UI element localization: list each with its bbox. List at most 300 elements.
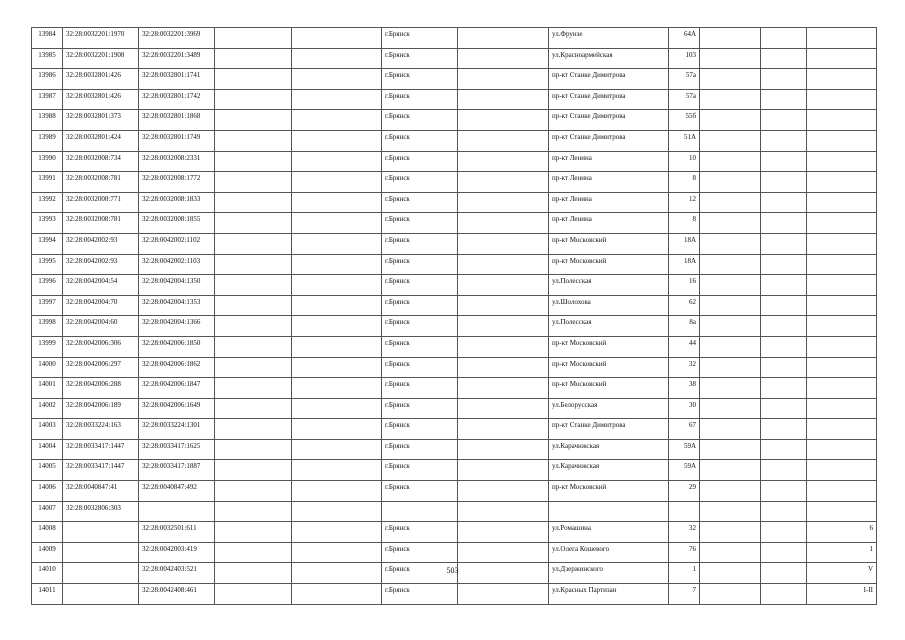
cell-apartment xyxy=(807,275,877,296)
cell-city: г.Брянск xyxy=(382,192,458,213)
cell-apartment xyxy=(807,254,877,275)
cell-empty-col-10 xyxy=(700,316,761,337)
cell-street: пр-кт Станке Димитрова xyxy=(549,419,669,440)
cell-empty-col-10 xyxy=(700,481,761,502)
cell-house-number: 30 xyxy=(669,398,700,419)
cell-parcel-number: 32:28:0042006:189 xyxy=(63,398,139,419)
cell-empty-col-11 xyxy=(761,357,807,378)
table-row xyxy=(32,275,877,296)
cell-empty-col-7 xyxy=(458,254,549,275)
cell-empty-col-4 xyxy=(215,172,292,193)
cell-object-number: 32:28:0042006:1862 xyxy=(139,357,215,378)
cell-object-number: 32:28:0032008:1855 xyxy=(139,213,215,234)
cell-parcel-number: 32:28:0032008:771 xyxy=(63,192,139,213)
cell-city: г.Брянск xyxy=(382,110,458,131)
cell-empty-col-7 xyxy=(458,419,549,440)
cell-apartment: V xyxy=(807,563,877,584)
cell-apartment xyxy=(807,233,877,254)
cell-house-number: 64А xyxy=(669,28,700,49)
cell-record-number: 13994 xyxy=(32,233,63,254)
cell-empty-col-7 xyxy=(458,398,549,419)
cell-street: ул.Ромашина xyxy=(549,522,669,543)
cell-object-number: 32:28:0042408:461 xyxy=(139,584,215,605)
cell-empty-col-5 xyxy=(292,316,382,337)
cell-record-number: 13993 xyxy=(32,213,63,234)
cell-empty-col-4 xyxy=(215,233,292,254)
cell-empty-col-4 xyxy=(215,542,292,563)
cell-street: ул.Полесская xyxy=(549,316,669,337)
cell-empty-col-10 xyxy=(700,151,761,172)
cell-house-number: 1 xyxy=(669,563,700,584)
cell-record-number: 13988 xyxy=(32,110,63,131)
cell-object-number: 32:28:0042002:1102 xyxy=(139,233,215,254)
cell-house-number: 55б xyxy=(669,110,700,131)
table-row xyxy=(32,233,877,254)
table-row xyxy=(32,28,877,49)
cell-empty-col-10 xyxy=(700,439,761,460)
cell-house-number: 51А xyxy=(669,130,700,151)
cell-object-number: 32:28:0042002:1103 xyxy=(139,254,215,275)
cell-empty-col-7 xyxy=(458,172,549,193)
cell-empty-col-4 xyxy=(215,336,292,357)
cell-parcel-number: 32:28:0032201:1970 xyxy=(63,28,139,49)
cell-parcel-number: 32:28:0033417:1447 xyxy=(63,460,139,481)
cell-empty-col-10 xyxy=(700,522,761,543)
cell-city: г.Брянск xyxy=(382,419,458,440)
cell-street: пр-кт Московский xyxy=(549,481,669,502)
cell-empty-col-4 xyxy=(215,481,292,502)
cell-house-number: 67 xyxy=(669,419,700,440)
cell-record-number: 13985 xyxy=(32,48,63,69)
cell-street: пр-кт Московский xyxy=(549,378,669,399)
table-row xyxy=(32,172,877,193)
cell-empty-col-5 xyxy=(292,48,382,69)
cell-record-number: 14010 xyxy=(32,563,63,584)
cell-empty-col-5 xyxy=(292,481,382,502)
cell-apartment xyxy=(807,172,877,193)
cell-empty-col-10 xyxy=(700,584,761,605)
cell-house-number: 8 xyxy=(669,172,700,193)
table-row xyxy=(32,501,877,522)
cell-parcel-number: 32:28:0042006:297 xyxy=(63,357,139,378)
cell-empty-col-5 xyxy=(292,419,382,440)
cell-empty-col-11 xyxy=(761,110,807,131)
table-row xyxy=(32,378,877,399)
cell-empty-col-7 xyxy=(458,481,549,502)
cell-record-number: 14002 xyxy=(32,398,63,419)
cell-empty-col-5 xyxy=(292,398,382,419)
cell-house-number: 38 xyxy=(669,378,700,399)
cell-street: пр-кт Московский xyxy=(549,254,669,275)
cell-empty-col-11 xyxy=(761,275,807,296)
cell-city: г.Брянск xyxy=(382,481,458,502)
table-row xyxy=(32,130,877,151)
cell-record-number: 13991 xyxy=(32,172,63,193)
cell-empty-col-7 xyxy=(458,542,549,563)
cell-apartment xyxy=(807,419,877,440)
cell-record-number: 13986 xyxy=(32,69,63,90)
table-row xyxy=(32,48,877,69)
table-row xyxy=(32,192,877,213)
cell-object-number: 32:28:0042006:1850 xyxy=(139,336,215,357)
cell-object-number: 32:28:0032801:1749 xyxy=(139,130,215,151)
cell-empty-col-4 xyxy=(215,316,292,337)
cell-record-number: 14009 xyxy=(32,542,63,563)
cell-empty-col-5 xyxy=(292,213,382,234)
cell-empty-col-4 xyxy=(215,192,292,213)
cell-house-number: 7 xyxy=(669,584,700,605)
cell-empty-col-4 xyxy=(215,357,292,378)
cell-empty-col-7 xyxy=(458,378,549,399)
cell-record-number: 14001 xyxy=(32,378,63,399)
table-row xyxy=(32,295,877,316)
cell-house-number: 32 xyxy=(669,357,700,378)
cell-empty-col-10 xyxy=(700,192,761,213)
cell-record-number: 13984 xyxy=(32,28,63,49)
cell-house-number: 57а xyxy=(669,69,700,90)
cell-object-number: 32:28:0032801:1868 xyxy=(139,110,215,131)
register-table-container xyxy=(31,27,876,605)
cell-city: г.Брянск xyxy=(382,48,458,69)
cell-city xyxy=(382,501,458,522)
cell-empty-col-11 xyxy=(761,254,807,275)
cell-empty-col-11 xyxy=(761,378,807,399)
table-row xyxy=(32,89,877,110)
cell-empty-col-7 xyxy=(458,69,549,90)
cell-record-number: 13989 xyxy=(32,130,63,151)
cell-object-number: 32:28:0033224:1301 xyxy=(139,419,215,440)
cell-empty-col-5 xyxy=(292,439,382,460)
cell-apartment xyxy=(807,48,877,69)
cell-empty-col-11 xyxy=(761,439,807,460)
cell-empty-col-5 xyxy=(292,110,382,131)
cell-empty-col-4 xyxy=(215,89,292,110)
cell-city: г.Брянск xyxy=(382,357,458,378)
cell-street: ул.Дзержинского xyxy=(549,563,669,584)
cell-empty-col-10 xyxy=(700,28,761,49)
cell-record-number: 13996 xyxy=(32,275,63,296)
cell-empty-col-10 xyxy=(700,295,761,316)
cell-empty-col-10 xyxy=(700,542,761,563)
cell-empty-col-4 xyxy=(215,110,292,131)
cell-empty-col-7 xyxy=(458,460,549,481)
cell-street: ул.Красноармейская xyxy=(549,48,669,69)
cell-empty-col-7 xyxy=(458,357,549,378)
cell-city: г.Брянск xyxy=(382,522,458,543)
cell-house-number: 8 xyxy=(669,213,700,234)
cell-object-number: 32:28:0032201:3489 xyxy=(139,48,215,69)
cell-record-number: 14000 xyxy=(32,357,63,378)
cell-empty-col-5 xyxy=(292,460,382,481)
table-row xyxy=(32,439,877,460)
cell-house-number: 32 xyxy=(669,522,700,543)
cell-empty-col-10 xyxy=(700,69,761,90)
cell-street: пр-кт Ленина xyxy=(549,213,669,234)
table-row xyxy=(32,316,877,337)
cell-empty-col-10 xyxy=(700,378,761,399)
cell-parcel-number: 32:28:0042002:93 xyxy=(63,233,139,254)
table-row xyxy=(32,336,877,357)
cell-record-number: 13990 xyxy=(32,151,63,172)
cell-empty-col-4 xyxy=(215,398,292,419)
cell-empty-col-10 xyxy=(700,398,761,419)
cell-city: г.Брянск xyxy=(382,275,458,296)
cell-empty-col-7 xyxy=(458,233,549,254)
cell-city: г.Брянск xyxy=(382,316,458,337)
cell-empty-col-4 xyxy=(215,501,292,522)
cell-empty-col-11 xyxy=(761,192,807,213)
cell-empty-col-11 xyxy=(761,48,807,69)
cell-parcel-number xyxy=(63,584,139,605)
cell-object-number: 32:28:0032801:1741 xyxy=(139,69,215,90)
cell-empty-col-10 xyxy=(700,357,761,378)
register-table xyxy=(31,27,877,605)
cell-empty-col-10 xyxy=(700,172,761,193)
cell-parcel-number: 32:28:0032801:426 xyxy=(63,69,139,90)
cell-apartment xyxy=(807,481,877,502)
cell-record-number: 14008 xyxy=(32,522,63,543)
cell-parcel-number: 32:28:0032008:781 xyxy=(63,213,139,234)
cell-record-number: 13995 xyxy=(32,254,63,275)
cell-apartment xyxy=(807,295,877,316)
cell-empty-col-7 xyxy=(458,584,549,605)
cell-house-number: 12 xyxy=(669,192,700,213)
table-row xyxy=(32,110,877,131)
cell-record-number: 14007 xyxy=(32,501,63,522)
cell-empty-col-11 xyxy=(761,336,807,357)
cell-empty-col-10 xyxy=(700,254,761,275)
cell-empty-col-10 xyxy=(700,89,761,110)
cell-street: пр-кт Московский xyxy=(549,357,669,378)
cell-empty-col-4 xyxy=(215,69,292,90)
cell-empty-col-5 xyxy=(292,89,382,110)
cell-empty-col-5 xyxy=(292,275,382,296)
cell-apartment xyxy=(807,439,877,460)
cell-object-number: 32:28:0033417:1625 xyxy=(139,439,215,460)
cell-city: г.Брянск xyxy=(382,563,458,584)
cell-object-number: 32:28:0042003:419 xyxy=(139,542,215,563)
cell-parcel-number: 32:28:0042004:54 xyxy=(63,275,139,296)
cell-empty-col-5 xyxy=(292,151,382,172)
cell-empty-col-5 xyxy=(292,357,382,378)
cell-empty-col-10 xyxy=(700,419,761,440)
cell-city: г.Брянск xyxy=(382,460,458,481)
cell-street: пр-кт Станке Димитрова xyxy=(549,130,669,151)
cell-object-number: 32:28:0042006:1847 xyxy=(139,378,215,399)
cell-empty-col-11 xyxy=(761,233,807,254)
cell-empty-col-11 xyxy=(761,151,807,172)
cell-object-number: 32:28:0032201:3969 xyxy=(139,28,215,49)
cell-object-number: 32:28:0042004:1353 xyxy=(139,295,215,316)
table-row xyxy=(32,357,877,378)
table-row xyxy=(32,151,877,172)
cell-empty-col-11 xyxy=(761,460,807,481)
cell-empty-col-4 xyxy=(215,130,292,151)
cell-street: ул.Олега Кошевого xyxy=(549,542,669,563)
cell-city: г.Брянск xyxy=(382,28,458,49)
cell-record-number: 14004 xyxy=(32,439,63,460)
cell-empty-col-10 xyxy=(700,233,761,254)
cell-empty-col-11 xyxy=(761,501,807,522)
cell-object-number: 32:28:0032801:1742 xyxy=(139,89,215,110)
cell-record-number: 13999 xyxy=(32,336,63,357)
cell-apartment xyxy=(807,316,877,337)
cell-empty-col-11 xyxy=(761,172,807,193)
cell-parcel-number: 32:28:0042004:70 xyxy=(63,295,139,316)
cell-apartment xyxy=(807,213,877,234)
cell-object-number: 32:28:0042006:1649 xyxy=(139,398,215,419)
cell-house-number: 18А xyxy=(669,254,700,275)
cell-street: ул.Полесская xyxy=(549,275,669,296)
cell-house-number: 103 xyxy=(669,48,700,69)
cell-parcel-number xyxy=(63,542,139,563)
cell-street: пр-кт Станке Димитрова xyxy=(549,110,669,131)
cell-empty-col-5 xyxy=(292,501,382,522)
cell-city: г.Брянск xyxy=(382,439,458,460)
cell-empty-col-4 xyxy=(215,295,292,316)
cell-street: ул.Белорусская xyxy=(549,398,669,419)
cell-record-number: 14005 xyxy=(32,460,63,481)
cell-empty-col-5 xyxy=(292,172,382,193)
cell-object-number: 32:28:0042403:521 xyxy=(139,563,215,584)
cell-object-number xyxy=(139,501,215,522)
cell-empty-col-10 xyxy=(700,336,761,357)
cell-empty-col-5 xyxy=(292,378,382,399)
cell-empty-col-7 xyxy=(458,130,549,151)
table-row xyxy=(32,584,877,605)
cell-house-number: 8а xyxy=(669,316,700,337)
cell-record-number: 14011 xyxy=(32,584,63,605)
cell-empty-col-11 xyxy=(761,398,807,419)
cell-empty-col-5 xyxy=(292,254,382,275)
cell-empty-col-7 xyxy=(458,275,549,296)
table-row xyxy=(32,69,877,90)
cell-street: пр-кт Станке Димитрова xyxy=(549,69,669,90)
cell-street: ул.Красных Партизан xyxy=(549,584,669,605)
cell-object-number: 32:28:0033417:1887 xyxy=(139,460,215,481)
cell-empty-col-11 xyxy=(761,584,807,605)
cell-house-number: 59А xyxy=(669,439,700,460)
cell-street: ул.Карачижская xyxy=(549,460,669,481)
table-row xyxy=(32,254,877,275)
cell-empty-col-4 xyxy=(215,439,292,460)
cell-apartment: 1 xyxy=(807,542,877,563)
cell-city: г.Брянск xyxy=(382,542,458,563)
cell-empty-col-4 xyxy=(215,275,292,296)
cell-street: ул.Шолохова xyxy=(549,295,669,316)
cell-parcel-number: 32:28:0040847:41 xyxy=(63,481,139,502)
cell-parcel-number: 32:28:0033417:1447 xyxy=(63,439,139,460)
cell-empty-col-4 xyxy=(215,460,292,481)
cell-record-number: 14006 xyxy=(32,481,63,502)
cell-parcel-number: 32:28:0033224:163 xyxy=(63,419,139,440)
cell-house-number: 44 xyxy=(669,336,700,357)
cell-street: пр-кт Московский xyxy=(549,336,669,357)
cell-apartment xyxy=(807,398,877,419)
cell-record-number: 13998 xyxy=(32,316,63,337)
cell-empty-col-5 xyxy=(292,336,382,357)
cell-apartment: I-II xyxy=(807,584,877,605)
cell-city: г.Брянск xyxy=(382,254,458,275)
cell-parcel-number: 32:28:0032801:373 xyxy=(63,110,139,131)
cell-apartment xyxy=(807,151,877,172)
cell-apartment xyxy=(807,28,877,49)
cell-empty-col-7 xyxy=(458,48,549,69)
table-row xyxy=(32,522,877,543)
cell-empty-col-5 xyxy=(292,130,382,151)
cell-street: пр-кт Станке Димитрова xyxy=(549,89,669,110)
cell-empty-col-4 xyxy=(215,28,292,49)
cell-parcel-number: 32:28:0042002:93 xyxy=(63,254,139,275)
cell-street: ул.Карачижская xyxy=(549,439,669,460)
cell-empty-col-5 xyxy=(292,233,382,254)
cell-record-number: 13992 xyxy=(32,192,63,213)
cell-street: пр-кт Ленина xyxy=(549,192,669,213)
table-row xyxy=(32,398,877,419)
cell-apartment: 6 xyxy=(807,522,877,543)
cell-empty-col-7 xyxy=(458,316,549,337)
cell-apartment xyxy=(807,89,877,110)
table-row xyxy=(32,542,877,563)
cell-empty-col-4 xyxy=(215,151,292,172)
table-row xyxy=(32,419,877,440)
cell-empty-col-11 xyxy=(761,522,807,543)
cell-empty-col-5 xyxy=(292,28,382,49)
cell-empty-col-5 xyxy=(292,192,382,213)
cell-house-number: 62 xyxy=(669,295,700,316)
cell-empty-col-11 xyxy=(761,481,807,502)
cell-parcel-number: 32:28:0032806:303 xyxy=(63,501,139,522)
cell-empty-col-11 xyxy=(761,295,807,316)
cell-empty-col-4 xyxy=(215,213,292,234)
cell-house-number: 29 xyxy=(669,481,700,502)
cell-city: г.Брянск xyxy=(382,336,458,357)
cell-empty-col-4 xyxy=(215,419,292,440)
cell-apartment xyxy=(807,501,877,522)
cell-empty-col-10 xyxy=(700,48,761,69)
cell-parcel-number: 32:28:0032008:781 xyxy=(63,172,139,193)
cell-city: г.Брянск xyxy=(382,213,458,234)
cell-empty-col-11 xyxy=(761,69,807,90)
cell-empty-col-11 xyxy=(761,130,807,151)
cell-object-number: 32:28:0032501:611 xyxy=(139,522,215,543)
cell-empty-col-11 xyxy=(761,316,807,337)
cell-house-number: 16 xyxy=(669,275,700,296)
cell-object-number: 32:28:0032008:2331 xyxy=(139,151,215,172)
cell-object-number: 32:28:0042004:1366 xyxy=(139,316,215,337)
cell-object-number: 32:28:0032008:1772 xyxy=(139,172,215,193)
cell-parcel-number: 32:28:0042004:60 xyxy=(63,316,139,337)
cell-city: г.Брянск xyxy=(382,295,458,316)
cell-city: г.Брянск xyxy=(382,233,458,254)
cell-empty-col-7 xyxy=(458,439,549,460)
cell-apartment xyxy=(807,336,877,357)
cell-city: г.Брянск xyxy=(382,69,458,90)
cell-empty-col-4 xyxy=(215,522,292,543)
cell-empty-col-11 xyxy=(761,28,807,49)
cell-empty-col-10 xyxy=(700,460,761,481)
cell-city: г.Брянск xyxy=(382,89,458,110)
cell-record-number: 13997 xyxy=(32,295,63,316)
cell-empty-col-11 xyxy=(761,213,807,234)
cell-house-number: 18А xyxy=(669,233,700,254)
cell-city: г.Брянск xyxy=(382,130,458,151)
cell-house-number: 57а xyxy=(669,89,700,110)
cell-record-number: 14003 xyxy=(32,419,63,440)
cell-empty-col-5 xyxy=(292,295,382,316)
cell-parcel-number: 32:28:0032801:426 xyxy=(63,89,139,110)
cell-street: пр-кт Ленина xyxy=(549,151,669,172)
